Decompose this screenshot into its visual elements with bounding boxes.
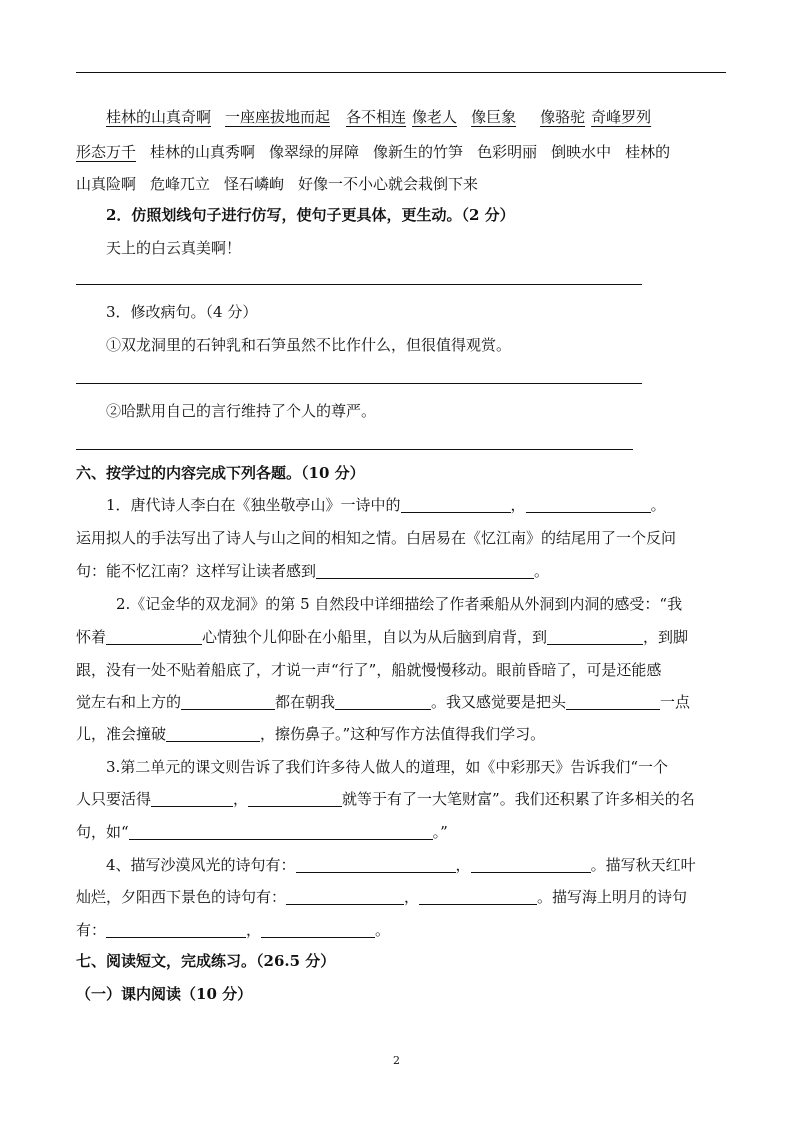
fill-blank[interactable]: [106, 628, 202, 645]
passage-phrase: 像巨象: [471, 108, 517, 126]
question-6-4-line-1: [106, 855, 696, 875]
question-6-2-line-5: [76, 724, 545, 744]
passage-phrase: 各不相连: [346, 108, 407, 126]
text: 灿烂，夕阳西下景色的诗句有：: [76, 888, 287, 906]
answer-line[interactable]: [76, 449, 633, 450]
question-6-4-line-2: [76, 887, 687, 907]
passage-phrase: 像新生的竹笋: [373, 143, 464, 161]
text: 觉左右和上方的: [76, 693, 182, 711]
text: 怀着: [76, 628, 107, 646]
fill-blank[interactable]: [248, 790, 342, 807]
section-6-title: 六、按学过的内容完成下列各题。（10 分）: [76, 464, 365, 482]
text: ，: [404, 888, 420, 906]
fill-blank[interactable]: [296, 856, 456, 873]
passage-phrase: 奇峰罗列: [591, 108, 652, 126]
question-6-2-line-1: 2.《记金华的双龙洞》的第 5 自然段中详细描绘了作者乘船从外洞到内洞的感受：“我: [116, 595, 683, 613]
question-5-3-item-2: ②哈默用自己的言行维持了个人的尊严。: [106, 402, 377, 420]
fill-blank[interactable]: [261, 921, 375, 938]
text: 。”: [432, 823, 448, 841]
question-6-3-line-2: [76, 789, 695, 809]
question-6-2-line-4: [76, 692, 690, 712]
text: ，到脚: [643, 628, 689, 646]
passage-line-3: [76, 174, 478, 194]
answer-line[interactable]: [76, 284, 642, 285]
text: ，擦伤鼻子。”这种写作方法值得我们学习。: [260, 725, 546, 743]
text: 有：: [76, 921, 107, 939]
passage-phrase: 色彩明丽: [477, 143, 538, 161]
passage-phrase: 形态万千: [76, 143, 137, 161]
fill-blank[interactable]: [286, 888, 404, 905]
passage-phrase: 像骆驼: [540, 108, 586, 126]
question-5-3-title: 3．修改病句。（4 分）: [106, 303, 258, 321]
question-6-3-line-3: [76, 822, 448, 842]
text: 。描写秋天红叶: [590, 856, 696, 874]
text: 心情独个儿仰卧在小船里，自以为从后脑到肩背，到: [202, 628, 548, 646]
answer-line[interactable]: [76, 383, 642, 384]
passage-phrase: 一座座拔地而起: [225, 108, 331, 126]
fill-blank[interactable]: [401, 496, 511, 513]
question-5-2-example: 天上的白云真美啊！: [106, 239, 242, 257]
question-6-2-line-2: [76, 627, 688, 647]
text: ，: [510, 496, 526, 514]
text: 人只要活得: [76, 790, 152, 808]
text: 。描写海上明月的诗句: [537, 888, 688, 906]
question-5-3-item-1: ①双龙洞里的石钟乳和石笋虽然不比作什么，但很值得观赏。: [106, 336, 512, 354]
fill-blank[interactable]: [547, 628, 643, 645]
text: ，: [246, 921, 262, 939]
text: 儿，准会撞破: [76, 725, 167, 743]
fill-blank[interactable]: [166, 725, 260, 742]
fill-blank[interactable]: [335, 693, 431, 710]
text: 。: [375, 921, 391, 939]
question-6-2-line-3: 跟，没有一处不贴着船底了，才说一声“行了”，船就慢慢移动。眼前昏暗了，可是还能感: [76, 661, 662, 679]
passage-line-1: [106, 107, 651, 127]
text: 都在朝我: [275, 693, 336, 711]
question-5-2-title: 2．仿照划线句子进行仿写，使句子更具体，更生动。（2 分）: [106, 206, 515, 224]
passage-phrase: 危峰兀立: [150, 175, 211, 193]
text: 。: [534, 562, 550, 580]
question-6-3-line-1: 3.第二单元的课文则告诉了我们许多待人做人的道理，如《中彩那天》告诉我们“一个: [106, 758, 668, 776]
passage-phrase: 桂林的山真秀啊: [150, 143, 256, 161]
passage-line-2: [76, 142, 670, 162]
text: ，: [455, 856, 471, 874]
text: 句：能不忆江南？这样写让读者感到: [76, 562, 317, 580]
passage-phrase: 山真险啊: [76, 175, 137, 193]
passage-phrase: 像翠绿的屏障: [269, 143, 360, 161]
top-rule: [76, 72, 726, 73]
question-6-1-line-2: 运用拟人的手法写出了诗人与山之间的相知之情。白居易在《忆江南》的结尾用了一个反问: [76, 529, 677, 547]
fill-blank[interactable]: [151, 790, 233, 807]
passage-phrase: 好像一不小心就会栽倒下来: [298, 175, 479, 193]
fill-blank[interactable]: [106, 921, 246, 938]
page-number: 2: [393, 1054, 400, 1067]
section-7-sub-1: （一）课内阅读（10 分）: [76, 985, 253, 1003]
text: 一点: [660, 693, 691, 711]
text: ，: [233, 790, 249, 808]
passage-phrase: 倒映水中: [551, 143, 612, 161]
question-6-1-line-1: [106, 495, 666, 515]
fill-blank[interactable]: [526, 496, 651, 513]
fill-blank[interactable]: [419, 888, 537, 905]
passage-phrase: 怪石嶙峋: [224, 175, 285, 193]
text: 。我又感觉要是把头: [431, 693, 567, 711]
text: 。: [650, 496, 666, 514]
text: 句，如“: [76, 823, 129, 841]
text: 4、描写沙漠风光的诗句有：: [106, 856, 296, 874]
fill-blank[interactable]: [471, 856, 591, 873]
fill-blank[interactable]: [316, 562, 534, 579]
section-7-title: 七、阅读短文，完成练习。（26.5 分）: [76, 952, 336, 970]
fill-blank[interactable]: [181, 693, 275, 710]
text: 就等于有了一大笔财富”。我们还积累了许多相关的名: [342, 790, 695, 808]
question-6-1-line-3: [76, 561, 549, 581]
passage-phrase: 桂林的山真奇啊: [106, 108, 212, 126]
question-6-4-line-3: [76, 920, 390, 940]
text: 1．唐代诗人李白在《独坐敬亭山》一诗中的: [106, 496, 401, 514]
passage-phrase: 像老人: [412, 108, 458, 126]
fill-blank[interactable]: [566, 693, 660, 710]
fill-blank[interactable]: [129, 823, 433, 840]
passage-phrase: 桂林的: [625, 143, 671, 161]
